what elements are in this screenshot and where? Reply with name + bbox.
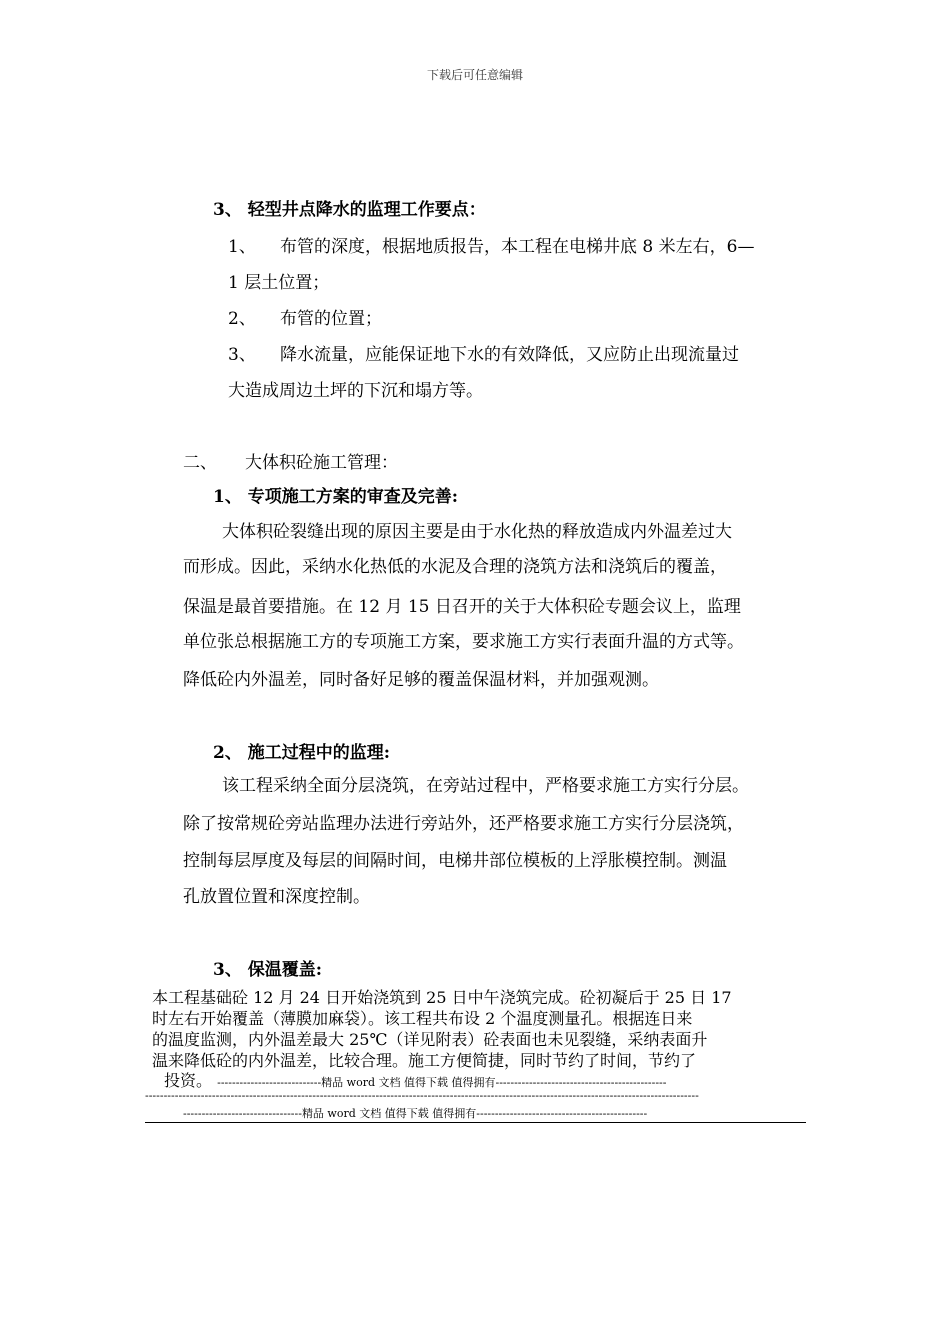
paragraph-line: 该工程采纳全面分层浇筑，在旁站过程中，严格要求施工方实行分层。 [222, 776, 749, 796]
list-text: 布管的深度，根据地质报告，本工程在电梯井底 8 米左右，6— [280, 237, 755, 257]
list-number: 1、 [228, 237, 256, 257]
paragraph-last-line [164, 1071, 666, 1091]
paragraph-line: 保温是最首要措施。在 12 月 15 日召开的关于大体积砼专题会议上，监理 [183, 597, 741, 617]
footer-dashed-line: ----------------------------------------------------------------------------------------------------------------------------------------------------- [145, 1089, 699, 1102]
subsection-title-insulation-cover: 3、 保温覆盖: [213, 960, 323, 980]
paragraph-line: 单位张总根据施工方的专项施工方案，要求施工方实行表面升温的方式等。 [183, 632, 744, 652]
list-item-1 [228, 232, 754, 257]
list-text: 布管的位置； [280, 309, 382, 329]
section-heading-mass-concrete [183, 448, 398, 473]
paragraph-line: 时左右开始覆盖（薄膜加麻袋）。该工程共布设 2 个温度测量孔。根据连日来 [152, 1009, 693, 1028]
footer-rule [145, 1122, 806, 1123]
paragraph-end-word: 投资。 [164, 1071, 213, 1090]
paragraph-line: 孔放置位置和深度控制。 [183, 887, 370, 907]
footer-watermark-line: --------------------------------精品 word 文档 值得下载 值得拥有---------------------------------------------- [183, 1107, 648, 1120]
list-number: 3、 [228, 345, 256, 365]
subsection-title-construction-supervision: 2、 施工过程中的监理: [213, 743, 391, 763]
footer-watermark-line: ----------------------------精品 word 文档 值得下载 值得拥有---------------------------------------------- [217, 1076, 667, 1089]
paragraph-line: 降低砼内外温差，同时备好足够的覆盖保温材料，并加强观测。 [183, 670, 659, 690]
paragraph-line: 除了按常规砼旁站监理办法进行旁站外，还严格要求施工方实行分层浇筑， [183, 814, 744, 834]
list-item-2 [228, 304, 382, 329]
paragraph-line: 的温度监测，内外温差最大 25℃（详见附表）砼表面也未见裂缝，采纳表面升 [152, 1030, 708, 1049]
list-number: 2、 [228, 309, 256, 329]
section-title-well-dewatering: 3、 轻型井点降水的监理工作要点： [213, 200, 486, 220]
list-text: 降水流量，应能保证地下水的有效降低，又应防止出现流量过 [280, 345, 739, 365]
list-item-3-continuation: 大造成周边土坪的下沉和塌方等。 [228, 381, 483, 401]
paragraph-line: 本工程基础砼 12 月 24 日开始浇筑到 25 日中午浇筑完成。砼初凝后于 25 日 17 [152, 988, 732, 1007]
paragraph-line: 控制每层厚度及每层的间隔时间，电梯井部位模板的上浮胀模控制。测温 [183, 851, 727, 871]
page-header-note: 下载后可任意编辑 [426, 68, 523, 82]
list-item-1-continuation: 1 层土位置； [228, 273, 330, 293]
paragraph-line: 温来降低砼的内外温差，比较合理。施工方便简捷，同时节约了时间，节约了 [152, 1051, 697, 1070]
paragraph-line: 大体积砼裂缝出现的原因主要是由于水化热的释放造成内外温差过大 [222, 522, 732, 542]
paragraph-line: 而形成。因此，采纳水化热低的水泥及合理的浇筑方法和浇筑后的覆盖， [183, 557, 727, 577]
list-item-3 [228, 340, 739, 365]
section-title: 大体积砼施工管理： [245, 453, 398, 473]
section-number: 二、 [183, 453, 217, 473]
subsection-title-plan-review: 1、 专项施工方案的审查及完善: [213, 487, 459, 507]
